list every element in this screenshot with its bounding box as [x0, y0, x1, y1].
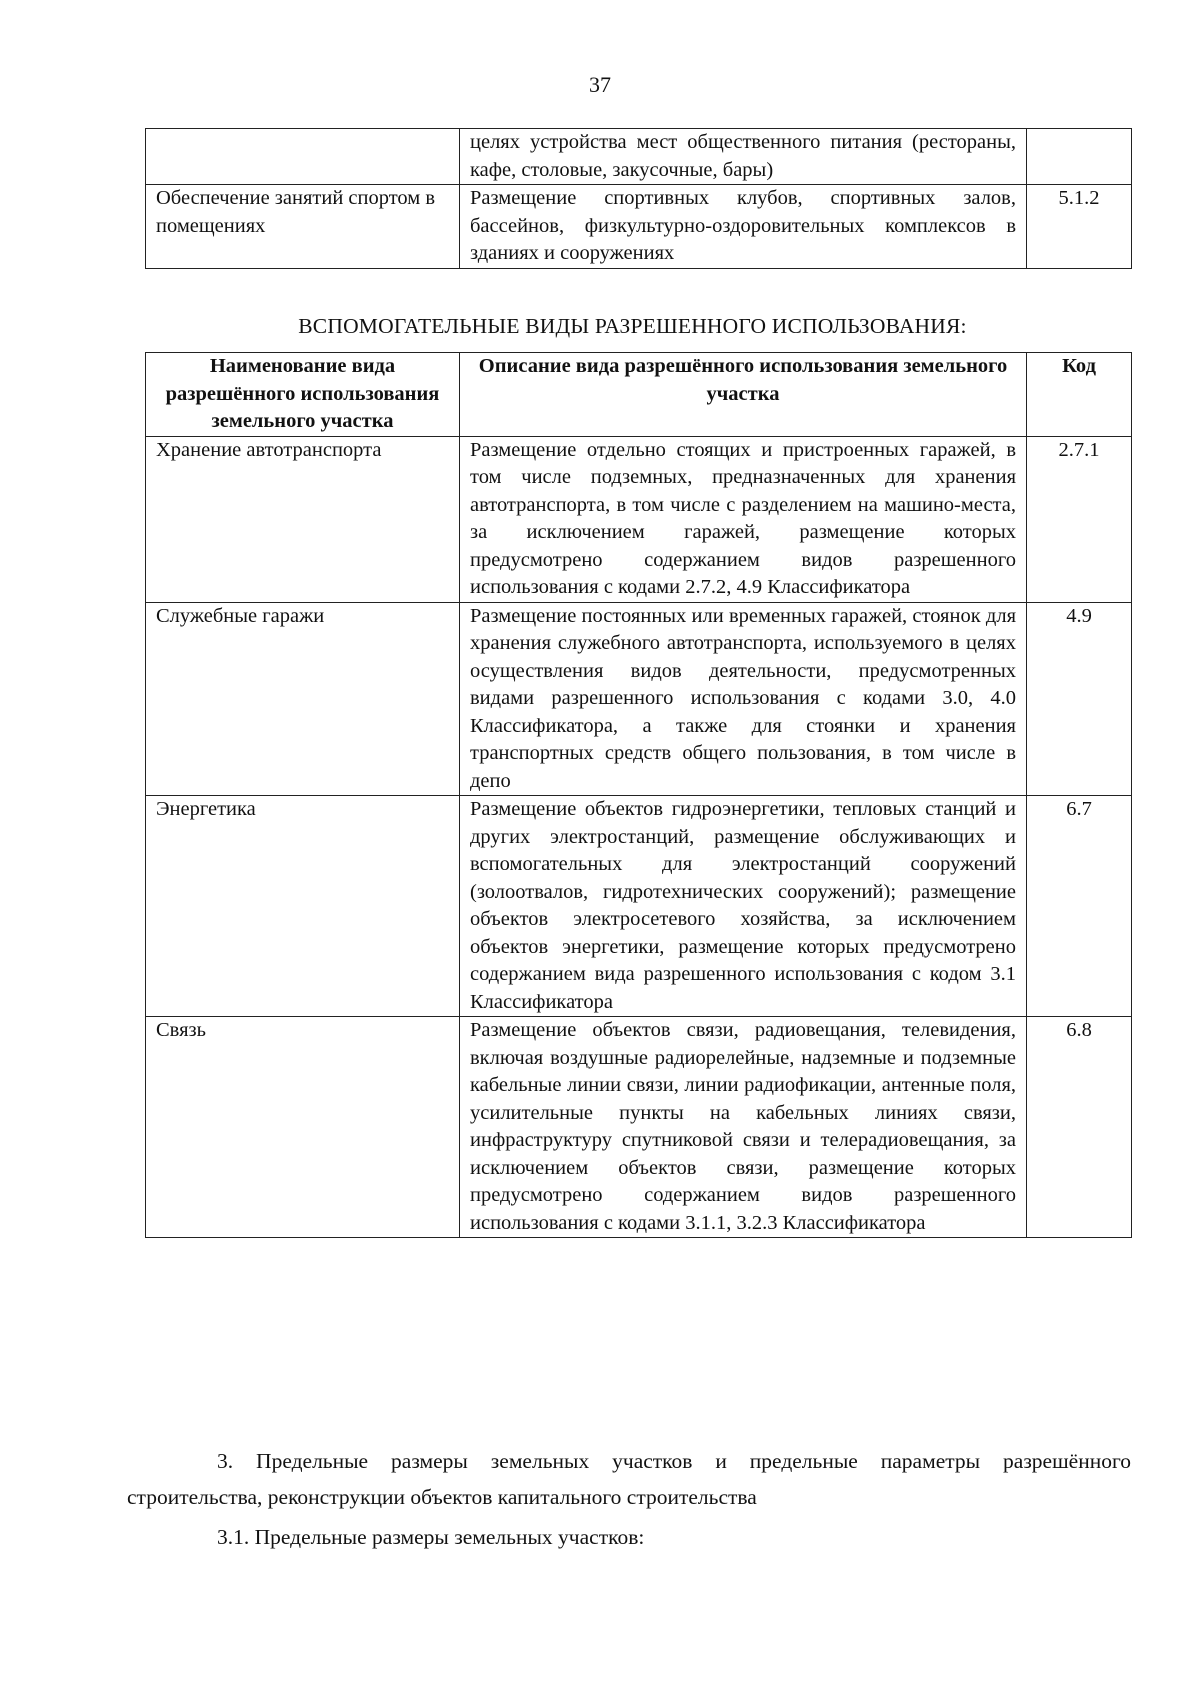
table-row: [146, 436, 1132, 602]
page-number: 37: [589, 72, 611, 97]
use-description-cell: Размещение постоянных или временных гаражей, стоянок для хранения служебного автотранспорта, используемого в целях осуществления видов деятельности, предусмотренных видами разрешенного использования с кодами 3.0, 4.0 Классификатора, а также для стоянки и хранения транспортных средств общего пользования, в том числе в депо: [460, 602, 1027, 796]
paragraph-section-3: 3. Предельные размеры земельных участков и предельные параметры разрешённого строительства, реконструкции объектов капитального строительства: [127, 1449, 1131, 1509]
use-code-cell: 2.7.1: [1027, 436, 1132, 602]
use-name-cell: [146, 129, 460, 185]
auxiliary-use-table: [145, 352, 1132, 1238]
table-row: [146, 185, 1132, 269]
use-description-cell: Размещение отдельно стоящих и пристроенных гаражей, в том числе подземных, предназначенных для хранения автотранспорта, в том числе с разделением на машино-места, за исключением гаражей, размещение которых предусмотрено содержанием видов разрешенного использования с кодами 2.7.2, 4.9 Классификатора: [460, 436, 1027, 602]
use-code-cell: 6.7: [1027, 796, 1132, 1017]
use-name-cell: Служебные гаражи: [146, 602, 460, 796]
use-description-cell: Размещение спортивных клубов, спортивных залов, бассейнов, физкультурно-оздоровительных комплексов в зданиях и сооружениях: [460, 185, 1027, 269]
use-name-cell: Энергетика: [146, 796, 460, 1017]
table-row: [146, 796, 1132, 1017]
use-code-cell: [1027, 129, 1132, 185]
use-code-cell: 6.8: [1027, 1017, 1132, 1238]
use-description-cell: целях устройства мест общественного питания (рестораны, кафе, столовые, закусочные, бары): [460, 129, 1027, 185]
use-name-cell: Хранение автотранспорта: [146, 436, 460, 602]
header-code: Код: [1027, 353, 1132, 437]
table-row: [146, 1017, 1132, 1238]
paragraph-section-3-1: 3.1. Предельные размеры земельных участков:: [217, 1525, 645, 1549]
use-description-cell: Размещение объектов гидроэнергетики, тепловых станций и других электростанций, размещение обслуживающих и вспомогательных для электростанций сооружений (золоотвалов, гидротехнических сооружений); размещение объектов электросетевого хозяйства, за исключением объектов энергетики, размещение которых предусмотрено содержанием вида разрешенного использования с кодом 3.1 Классификатора: [460, 796, 1027, 1017]
header-description: Описание вида разрешённого использования земельного участка: [460, 353, 1027, 437]
use-description-cell: Размещение объектов связи, радиовещания, телевидения, включая воздушные радиорелейные, надземные и подземные кабельные линии связи, линии радиофикации, антенные поля, усилительные пункты на кабельных линиях связи, инфраструктуру спутниковой связи и телерадиовещания, за исключением объектов связи, размещение которых предусмотрено содержанием видов разрешенного использования с кодами 3.1.1, 3.2.3 Классификатора: [460, 1017, 1027, 1238]
table-header-row: [146, 353, 1132, 437]
permitted-use-table-continuation: [145, 128, 1132, 269]
table-row: [146, 602, 1132, 796]
section-title: ВСПОМОГАТЕЛЬНЫЕ ВИДЫ РАЗРЕШЕННОГО ИСПОЛЬЗОВАНИЯ:: [298, 314, 967, 338]
use-name-cell: Обеспечение занятий спортом в помещениях: [146, 185, 460, 269]
use-name-cell: Связь: [146, 1017, 460, 1238]
header-name: Наименование вида разрешённого использования земельного участка: [146, 353, 460, 437]
use-code-cell: 5.1.2: [1027, 185, 1132, 269]
table-row: [146, 129, 1132, 185]
use-code-cell: 4.9: [1027, 602, 1132, 796]
